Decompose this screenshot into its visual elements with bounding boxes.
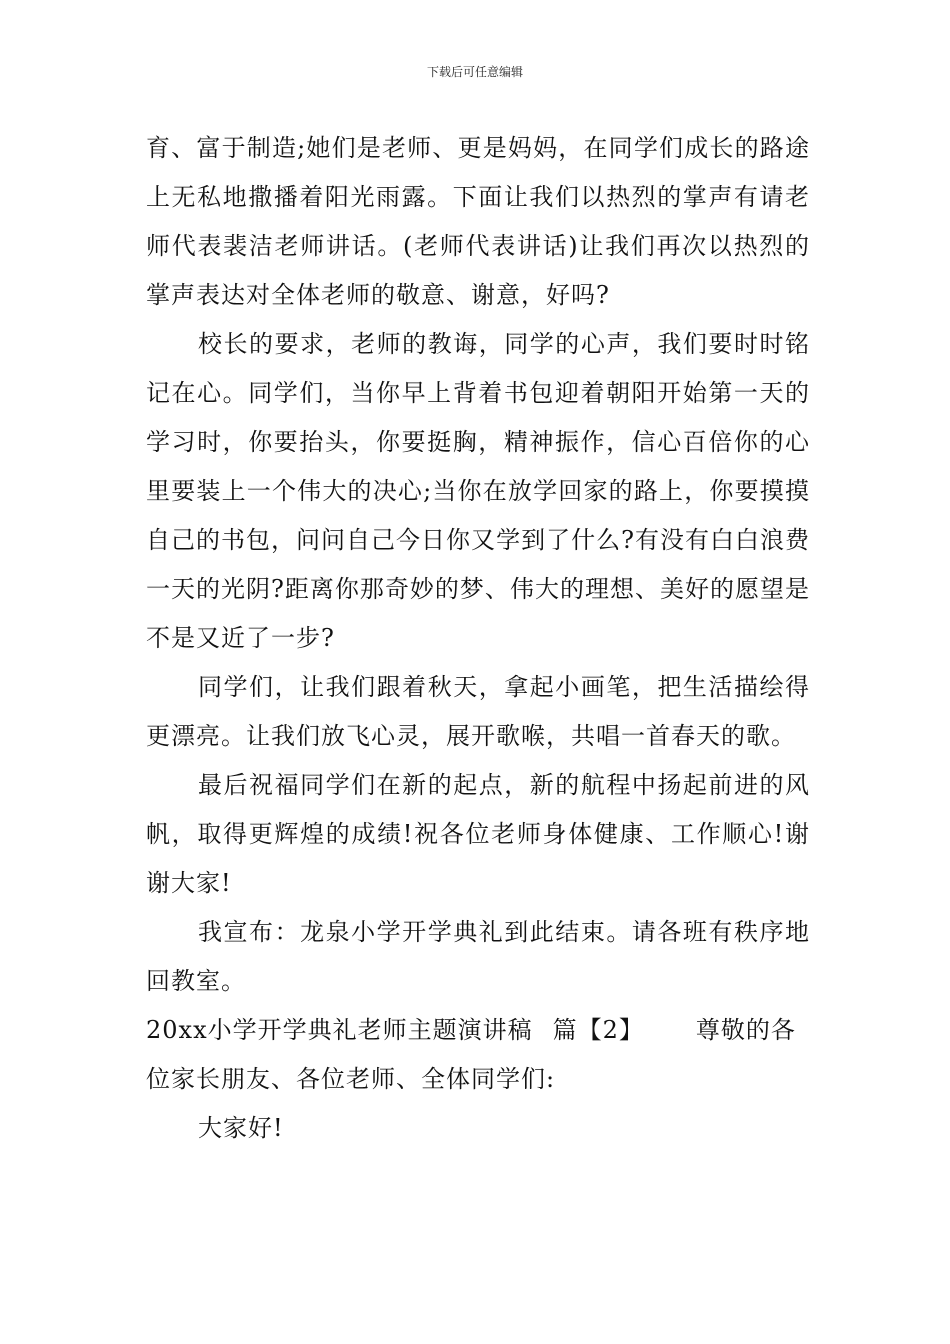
paragraph-greeting: 位家长朋友、各位老师、全体同学们: — [146, 1065, 556, 1093]
paragraph-hello: 大家好! — [198, 1114, 284, 1142]
paragraph-5: 我宣布：龙泉小学开学典礼到此结束。请各班有秩序地回教室。 — [146, 918, 810, 995]
section-number: 篇【2】 — [552, 1016, 644, 1044]
greeting-start: 尊敬的各 — [695, 1016, 796, 1044]
section-heading-line — [146, 1006, 810, 1055]
page-header-note: 下载后可任意编辑 — [426, 65, 523, 79]
paragraph-3: 同学们，让我们跟着秋天，拿起小画笔，把生活描绘得更漂亮。让我们放飞心灵，展开歌喉，共唱一首春天的歌。 — [146, 673, 810, 750]
paragraph-4: 最后祝福同学们在新的起点，新的航程中扬起前进的风帆，取得更辉煌的成绩!祝各位老师身体健康、工作顺心!谢谢大家! — [146, 771, 810, 897]
paragraph-1: 育、富于制造;她们是老师、更是妈妈，在同学们成长的路途上无私地撒播着阳光雨露。下面让我们以热烈的掌声有请老师代表裴洁老师讲话。(老师代表讲话)让我们再次以热烈的掌声表达对全体老师的敬意、谢意，好吗? — [146, 134, 810, 309]
document-body — [146, 124, 810, 1153]
paragraph-2: 校长的要求，老师的教诲，同学的心声，我们要时时铭记在心。同学们，当你早上背着书包迎着朝阳开始第一天的学习时，你要抬头，你要挺胸，精神振作，信心百倍你的心里要装上一个伟大的决心;当你在放学回家的路上，你要摸摸自己的书包，问问自己今日你又学到了什么?有没有白白浪费一天的光阴?距离你那奇妙的梦、伟大的理想、美好的愿望是不是又近了一步? — [146, 330, 810, 652]
section-title: 20xx小学开学典礼老师主题演讲稿 — [146, 1016, 533, 1044]
